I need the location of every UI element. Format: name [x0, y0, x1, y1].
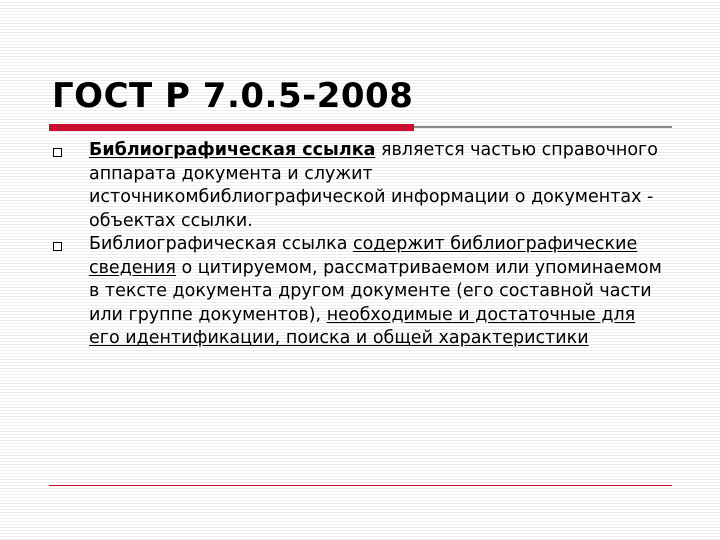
square-bullet-icon: [53, 148, 62, 157]
content-text-middle: о цитируемом, рассматриваемом или упоминаемом в тексте документа другом документе (его составной части или группе документов),: [89, 257, 662, 325]
slide-title: ГОСТ Р 7.0.5-2008: [52, 76, 414, 116]
content-text-lead: Библиографическая ссылка: [89, 234, 354, 254]
definition-text: является частью справочного аппарата документа и служит источникомбиблиографической информации о документах - объектах ссылки.: [89, 140, 658, 231]
title-divider-line: [414, 126, 672, 128]
bullet-item-definition: [52, 139, 662, 233]
square-bullet-icon: [53, 242, 62, 251]
term-bibliographic-reference: Библиографическая ссылка: [89, 140, 376, 160]
bullet-list: [52, 139, 662, 351]
underlined-phrase-sufficient-for: необходимые и достаточные для его идентификации, поиска и общей характеристики: [89, 304, 636, 348]
footer-divider-line: [49, 485, 672, 486]
bullet-item-content: [52, 233, 662, 351]
title-accent-bar: [49, 124, 414, 131]
underlined-phrase-contains-info: содержит библиографические сведения: [89, 234, 638, 278]
